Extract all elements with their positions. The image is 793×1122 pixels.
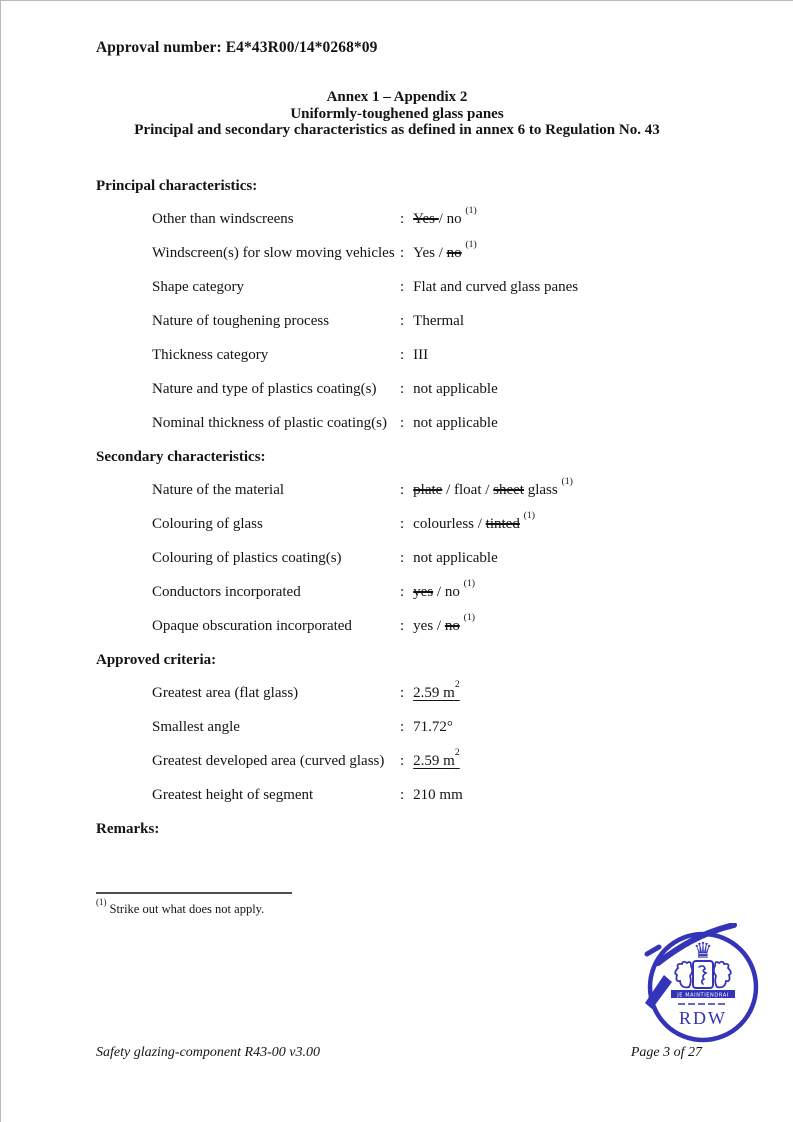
colon-separator: : [400, 618, 405, 634]
row-value-text: not applicable [413, 381, 498, 397]
page-footer [96, 1045, 702, 1061]
row-value [400, 476, 573, 499]
row-value [400, 787, 463, 804]
pen-dash-icon [647, 947, 659, 954]
row-greatest-area-flat [152, 679, 736, 702]
colon-separator: : [400, 482, 405, 498]
row-label: Colouring of glass [152, 516, 263, 532]
title-line-3: Principal and secondary characteristics as defined in annex 6 to Regulation No. 43 [134, 122, 660, 138]
section-heading-secondary: Secondary characteristics: [96, 449, 266, 465]
row-value-text: 210 mm [413, 787, 463, 803]
colon-separator: : [400, 211, 405, 227]
motto-text: JE MAINTIENDRAI [677, 992, 729, 999]
row-value [400, 679, 460, 702]
colon-separator: : [400, 279, 405, 295]
row-value [400, 510, 535, 533]
row-value-text: Flat and curved glass panes [413, 279, 579, 295]
colon-separator: : [400, 787, 405, 803]
row-thickness-category [152, 347, 736, 364]
row-value-text: 71.72° [413, 719, 453, 735]
row-label: Thickness category [152, 347, 269, 363]
row-label: Other than windscreens [152, 211, 294, 227]
row-label: Opaque obscuration incorporated [152, 618, 352, 634]
row-greatest-height-segment [152, 787, 736, 804]
row-smallest-angle [152, 719, 736, 736]
row-value-text: plate / float / sheet glass $^{(1)}$ [413, 476, 573, 498]
document-title-block [1, 89, 793, 139]
crown-icon: ♛ [693, 939, 713, 964]
lion-left-icon [675, 962, 692, 988]
colon-separator: : [400, 719, 405, 735]
row-nature-of-material [152, 476, 736, 499]
row-value [400, 381, 498, 398]
row-label: Nature and type of plastics coating(s) [152, 381, 377, 397]
section-heading-remarks: Remarks: [96, 821, 160, 837]
colon-separator: : [400, 584, 405, 600]
row-opaque-obscuration [152, 612, 736, 635]
row-label: Colouring of plastics coating(s) [152, 550, 342, 566]
shield-lion-icon [699, 966, 706, 984]
colon-separator: : [400, 753, 405, 769]
row-label: Greatest height of segment [152, 787, 314, 803]
colon-separator: : [400, 347, 405, 363]
row-value [400, 239, 477, 262]
row-value [400, 719, 453, 736]
footnote-marker: (1) [96, 897, 107, 907]
footer-page-number: Page 3 of 27 [630, 1045, 702, 1060]
row-value [400, 612, 475, 635]
row-value-text: Thermal [413, 313, 464, 329]
row-label: Greatest area (flat glass) [152, 685, 299, 701]
row-label: Nominal thickness of plastic coating(s) [152, 415, 387, 431]
row-greatest-developed-area [152, 747, 736, 770]
row-label: Nature of the material [152, 482, 285, 498]
row-windscreens-slow-moving [152, 239, 736, 262]
title-line-1: Annex 1 – Appendix 2 [326, 89, 468, 105]
row-label: Smallest angle [152, 719, 240, 735]
section-heading-approved-criteria: Approved criteria: [96, 652, 217, 668]
row-colouring-of-glass [152, 510, 736, 533]
row-toughening-process [152, 313, 736, 330]
row-value-text: III [413, 347, 429, 363]
colon-separator: : [400, 415, 405, 431]
row-label: Windscreen(s) for slow moving vehicles [152, 245, 395, 261]
row-colouring-of-plastics [152, 550, 736, 567]
row-value [400, 415, 498, 432]
row-value-text: yes / no $^{(1)}$ [413, 612, 475, 634]
row-value-text: not applicable [413, 550, 498, 566]
footer-document-version: Safety glazing-component R43-00 v3.00 [96, 1045, 320, 1060]
footnote-body: Strike out what does not apply. [109, 902, 265, 917]
row-plastic-coating-thickness [152, 415, 736, 432]
row-value [400, 578, 475, 601]
row-value [400, 279, 578, 296]
row-value-text: 2.59 $m^2$ [413, 679, 460, 701]
row-value [400, 550, 498, 567]
row-label: Nature of toughening process [152, 313, 330, 329]
section-heading-principal: Principal characteristics: [96, 178, 258, 194]
row-shape-category [152, 279, 736, 296]
row-label: Greatest developed area (curved glass) [152, 753, 385, 769]
row-conductors-incorporated [152, 578, 736, 601]
row-value-text: yes / no $^{(1)}$ [413, 578, 475, 600]
row-label: Conductors incorporated [152, 584, 301, 600]
row-value [400, 347, 428, 364]
colon-separator: : [400, 685, 405, 701]
row-value-text: not applicable [413, 415, 498, 431]
colon-separator: : [400, 313, 405, 329]
rdw-stamp-graphic [642, 923, 768, 1049]
row-value [400, 747, 460, 770]
stamp-org-text: RDW [679, 1008, 727, 1028]
row-plastics-coating-type [152, 381, 736, 398]
document-body [96, 178, 736, 854]
title-line-2: Uniformly-toughened glass panes [290, 105, 504, 122]
colon-separator: : [400, 245, 405, 261]
row-other-than-windscreens [152, 205, 736, 228]
colon-separator: : [400, 516, 405, 532]
lion-right-icon [714, 962, 731, 988]
row-value-text: Yes / no $^{(1)}$ [413, 239, 477, 261]
row-value-text: Yes / no $^{(1)}$ [413, 205, 477, 227]
row-label: Shape category [152, 279, 245, 295]
footnote-block [96, 854, 496, 917]
footnote-divider [96, 892, 292, 894]
row-value [400, 205, 477, 228]
row-value [400, 313, 464, 330]
row-value-text: 2.59 $m^2$ [413, 747, 460, 769]
row-value-text: colourless / tinted $^{(1)}$ [413, 510, 535, 532]
footnote-text [96, 897, 496, 917]
colon-separator: : [400, 381, 405, 397]
colon-separator: : [400, 550, 405, 566]
approval-number: Approval number: E4*43R00/14*0268*09 [96, 39, 378, 56]
rdw-approval-stamp [642, 923, 768, 1049]
